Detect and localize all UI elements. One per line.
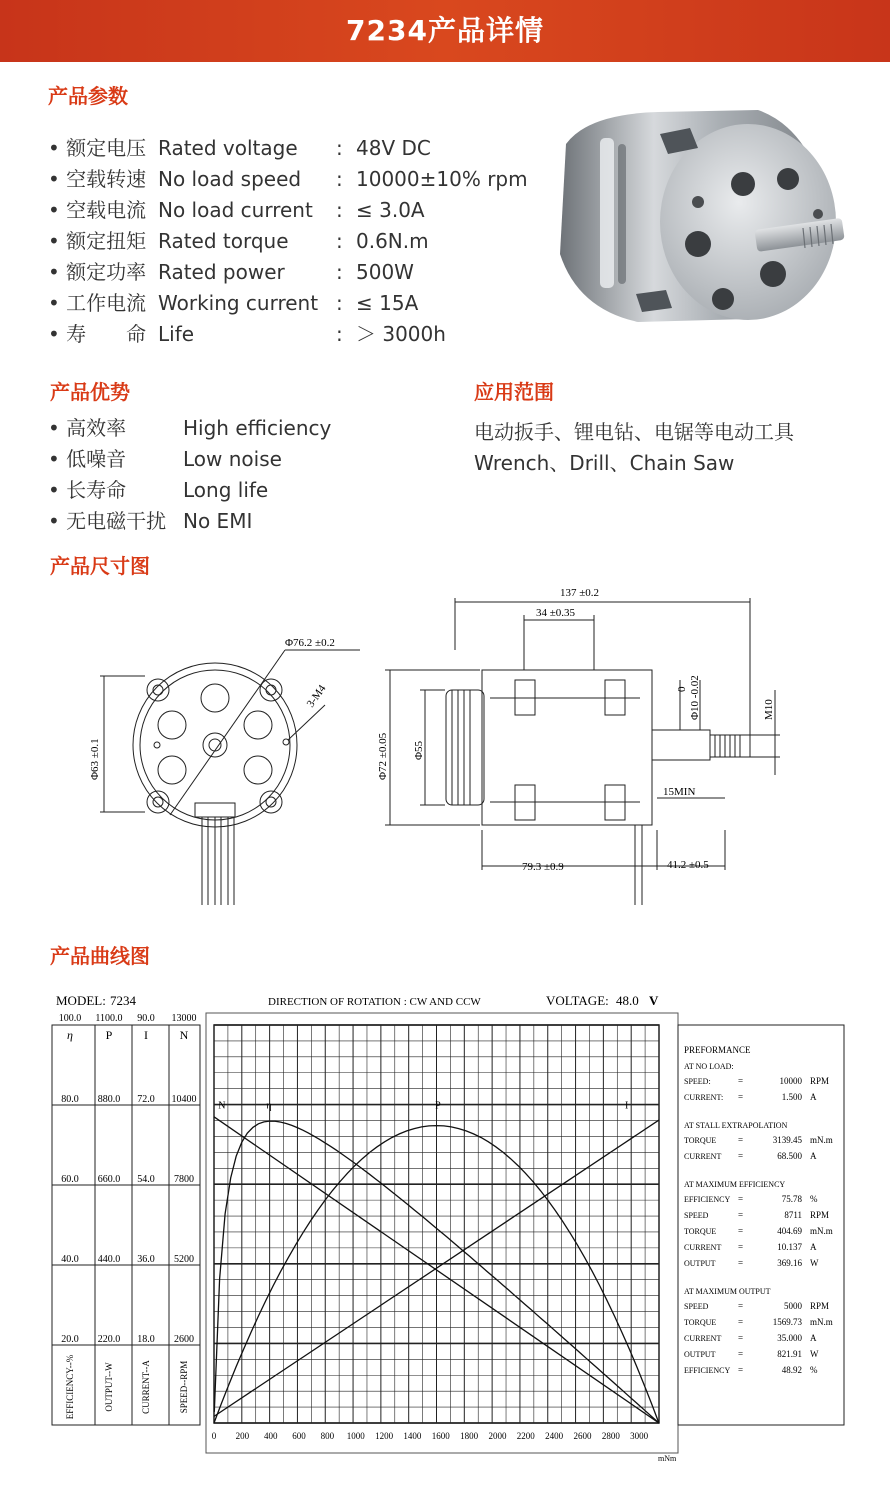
perf-unit: A — [810, 1242, 817, 1252]
perf-value: 821.91 — [777, 1349, 802, 1359]
dim-side-min: 15MIN — [663, 786, 696, 798]
perf-unit: A — [810, 1151, 817, 1161]
axis-max: 1100.0 — [95, 1013, 123, 1024]
params-heading: 产品参数 — [48, 84, 128, 108]
param-cn: • 空载转速 — [48, 167, 147, 191]
perf-unit: % — [810, 1365, 818, 1375]
param-cn: • 工作电流 — [48, 291, 147, 315]
perf-unit: mN.m — [810, 1226, 833, 1236]
x-tick: 2200 — [516, 1431, 535, 1441]
param-colon: : — [336, 167, 343, 191]
perf-key: OUTPUT — [684, 1259, 716, 1268]
perf-unit: % — [810, 1194, 818, 1204]
perf-eq: = — [738, 1258, 744, 1268]
perf-unit: RPM — [810, 1301, 830, 1311]
param-value: ＞ 3000h — [356, 322, 446, 346]
param-row — [48, 135, 528, 161]
axis-label: CURRENT--A — [141, 1360, 151, 1414]
motor-photo — [548, 104, 848, 329]
param-row — [48, 290, 528, 316]
perf-group-title: AT NO LOAD: — [684, 1062, 734, 1071]
axis-max: 13000 — [171, 1013, 197, 1024]
perf-eq: = — [738, 1349, 744, 1359]
axis-symbol: η — [67, 1028, 73, 1042]
perf-value: 8711 — [784, 1210, 802, 1220]
axis-tick: 5200 — [174, 1254, 194, 1265]
x-tick: 2600 — [573, 1431, 592, 1441]
model-label: MODEL: — [56, 993, 106, 1008]
perf-unit: W — [810, 1258, 819, 1268]
advantage-cn: • 高效率 — [48, 416, 127, 440]
param-colon: : — [336, 198, 343, 222]
axis-symbol: N — [179, 1028, 189, 1042]
x-tick: 1200 — [375, 1431, 394, 1441]
axis-tick: 7800 — [174, 1174, 194, 1185]
axis-tick: 440.0 — [97, 1254, 121, 1265]
perf-key: CURRENT — [684, 1152, 722, 1161]
curve-heading: 产品曲线图 — [50, 944, 150, 968]
perf-key: CURRENT: — [684, 1093, 724, 1102]
perf-value: 404.69 — [777, 1226, 802, 1236]
voltage-label: VOLTAGE: — [546, 993, 609, 1008]
param-value: ≤ 15A — [356, 291, 419, 315]
perf-key: OUTPUT — [684, 1350, 716, 1359]
axis-tick: 72.0 — [137, 1094, 155, 1105]
perf-key: TORQUE — [684, 1136, 717, 1145]
x-tick: 800 — [320, 1431, 335, 1441]
dim-side-total: 137 ±0.2 — [560, 587, 600, 599]
x-tick: 600 — [292, 1431, 306, 1441]
perf-value: 369.16 — [777, 1258, 802, 1268]
param-colon: : — [336, 136, 343, 160]
param-value: 500W — [356, 260, 414, 284]
param-row — [48, 321, 528, 347]
param-en: Working current — [158, 291, 319, 315]
param-value: 0.6N.m — [356, 229, 429, 253]
param-en: Rated torque — [158, 229, 289, 253]
advantage-en: High efficiency — [183, 416, 332, 440]
x-tick: 0 — [211, 1431, 217, 1441]
perf-key: EFFICIENCY — [684, 1195, 731, 1204]
advantage-en: No EMI — [183, 509, 253, 533]
x-tick: 2000 — [488, 1431, 507, 1441]
dim-side-flange: Φ55 — [413, 740, 425, 760]
perf-eq: = — [738, 1301, 744, 1311]
axis-symbol: P — [105, 1028, 113, 1042]
axis-tick: 660.0 — [97, 1174, 121, 1185]
model-value: 7234 — [110, 993, 136, 1008]
perf-unit: mN.m — [810, 1135, 833, 1145]
axis-tick: 60.0 — [61, 1174, 79, 1185]
axis-tick: 80.0 — [61, 1094, 79, 1105]
param-cn: • 额定功率 — [48, 260, 147, 284]
perf-key: EFFICIENCY — [684, 1366, 731, 1375]
perf-key: SPEED: — [684, 1077, 711, 1086]
perf-key: TORQUE — [684, 1318, 717, 1327]
perf-eq: = — [738, 1194, 744, 1204]
curve-label-n: N — [218, 1100, 226, 1112]
performance-chart — [46, 985, 846, 1465]
axis-tick: 10400 — [171, 1094, 197, 1105]
dim-front-height: Φ63 ±0.1 — [89, 738, 101, 780]
axis-tick: 40.0 — [61, 1254, 79, 1265]
x-tick: 400 — [263, 1431, 278, 1441]
x-tick: 1400 — [403, 1431, 422, 1441]
axis-tick: 54.0 — [137, 1174, 155, 1185]
perf-value: 68.500 — [777, 1151, 802, 1161]
dim-side-thread: M10 — [763, 699, 775, 720]
param-value: 10000±10% rpm — [356, 167, 528, 191]
param-value: 48V DC — [356, 136, 431, 160]
param-row — [48, 228, 528, 254]
advantage-cn: • 长寿命 — [48, 478, 127, 502]
perf-eq: = — [738, 1151, 744, 1161]
perf-group-title: AT STALL EXTRAPOLATION — [684, 1121, 788, 1130]
advantage-cn: • 无电磁干扰 — [48, 509, 167, 533]
perf-key: CURRENT — [684, 1243, 722, 1252]
perf-eq: = — [738, 1092, 744, 1102]
param-cn: • 空载电流 — [48, 198, 147, 222]
perf-key: CURRENT — [684, 1334, 722, 1343]
param-colon: : — [336, 260, 343, 284]
perf-value: 35.000 — [777, 1333, 802, 1343]
direction-text: DIRECTION OF ROTATION : CW AND CCW — [268, 996, 481, 1008]
param-value: ≤ 3.0A — [356, 198, 425, 222]
param-colon: : — [336, 291, 343, 315]
param-colon: : — [336, 229, 343, 253]
axis-tick: 18.0 — [137, 1334, 155, 1345]
axis-tick: 2600 — [174, 1334, 194, 1345]
dim-front-hole: 3-M4 — [304, 682, 329, 710]
voltage-unit: V — [649, 993, 659, 1008]
perf-unit: W — [810, 1349, 819, 1359]
perf-unit: A — [810, 1092, 817, 1102]
axis-tick: 220.0 — [97, 1334, 121, 1345]
dim-side-mid: 34 ±0.35 — [536, 607, 576, 619]
axis-tick: 36.0 — [137, 1254, 155, 1265]
perf-unit: mN.m — [810, 1317, 833, 1327]
param-cn: • 额定电压 — [48, 136, 147, 160]
x-tick: 3000 — [630, 1431, 649, 1441]
advantage-cn: • 低噪音 — [48, 447, 127, 471]
param-row — [48, 197, 528, 223]
dim-side-shaft: Φ10 -0.02 — [689, 675, 701, 720]
perf-eq: = — [738, 1365, 744, 1375]
page-banner: 7234产品详情 — [0, 0, 890, 62]
advantage-row — [48, 446, 368, 472]
perf-value: 3139.45 — [772, 1135, 802, 1145]
param-row — [48, 166, 528, 192]
perf-eq: = — [738, 1076, 744, 1086]
x-tick: 1800 — [460, 1431, 479, 1441]
perf-eq: = — [738, 1226, 744, 1236]
perf-key: SPEED — [684, 1302, 709, 1311]
perf-unit: A — [810, 1333, 817, 1343]
perf-eq: = — [738, 1242, 744, 1252]
axis-max: 90.0 — [137, 1013, 155, 1024]
perf-unit: RPM — [810, 1076, 830, 1086]
perf-key: TORQUE — [684, 1227, 717, 1236]
perf-key: SPEED — [684, 1211, 709, 1220]
axis-label: SPEED--RPM — [179, 1360, 189, 1414]
voltage-value: 48.0 — [616, 993, 639, 1008]
advantage-en: Low noise — [183, 447, 282, 471]
perf-value: 10.137 — [777, 1242, 802, 1252]
perf-value: 48.92 — [781, 1365, 802, 1375]
axis-tick: 20.0 — [61, 1334, 79, 1345]
perf-value: 1.500 — [781, 1092, 802, 1102]
dim-side-left: 79.3 ±0.9 — [522, 861, 564, 873]
advantages-heading: 产品优势 — [50, 380, 130, 404]
perf-unit: RPM — [810, 1210, 830, 1220]
dim-side-right: 41.2 ±0.5 — [667, 859, 709, 871]
perf-value: 1569.73 — [772, 1317, 802, 1327]
perf-value: 75.78 — [781, 1194, 802, 1204]
perf-eq: = — [738, 1317, 744, 1327]
perf-group-title: AT MAXIMUM OUTPUT — [684, 1287, 771, 1296]
axis-label: OUTPUT--W — [104, 1362, 114, 1412]
dim-side-body: Φ72 ±0.05 — [377, 732, 389, 780]
x-tick: 1000 — [346, 1431, 365, 1441]
dim-front-dia: Φ76.2 ±0.2 — [285, 637, 335, 649]
advantage-row — [48, 508, 368, 534]
axis-max: 100.0 — [58, 1013, 82, 1024]
application-heading: 应用范围 — [474, 380, 554, 404]
param-cn: • 额定扭矩 — [48, 229, 147, 253]
dim-side-zero: 0 — [676, 686, 688, 692]
curve-label-p: P — [435, 1100, 441, 1112]
perf-eq: = — [738, 1333, 744, 1343]
curve-label-eta: η — [266, 1100, 272, 1112]
dimension-drawing — [60, 580, 800, 920]
param-en: Rated voltage — [158, 136, 298, 160]
perf-value: 5000 — [784, 1301, 802, 1311]
application-cn: 电动扳手、锂电钻、电锯等电动工具 — [474, 420, 794, 444]
x-tick: 2800 — [601, 1431, 620, 1441]
param-colon: : — [336, 322, 343, 346]
application-en: Wrench、Drill、Chain Saw — [474, 451, 735, 475]
axis-tick: 880.0 — [97, 1094, 121, 1105]
perf-value: 10000 — [779, 1076, 802, 1086]
x-label: mNm — [658, 1454, 677, 1463]
perf-group-title: AT MAXIMUM EFFICIENCY — [684, 1180, 786, 1189]
param-cn: • 寿 命 — [48, 322, 147, 346]
curve-label-i: I — [624, 1100, 629, 1112]
dimensions-heading: 产品尺寸图 — [50, 554, 150, 578]
param-en: Rated power — [158, 260, 285, 284]
axis-symbol: I — [144, 1028, 148, 1042]
param-en: Life — [158, 322, 195, 346]
x-tick: 1600 — [431, 1431, 450, 1441]
param-row — [48, 259, 528, 285]
x-tick: 200 — [235, 1431, 250, 1441]
front-outline — [133, 663, 297, 827]
param-en: No load current — [158, 198, 313, 222]
perf-eq: = — [738, 1210, 744, 1220]
axis-label: EFFICIENCY--% — [65, 1354, 75, 1420]
advantage-row — [48, 415, 368, 441]
advantage-en: Long life — [183, 478, 269, 502]
perf-eq: = — [738, 1135, 744, 1145]
advantage-row — [48, 477, 368, 503]
perf-title: PREFORMANCE — [684, 1045, 751, 1055]
param-en: No load speed — [158, 167, 302, 191]
x-tick: 2400 — [545, 1431, 564, 1441]
